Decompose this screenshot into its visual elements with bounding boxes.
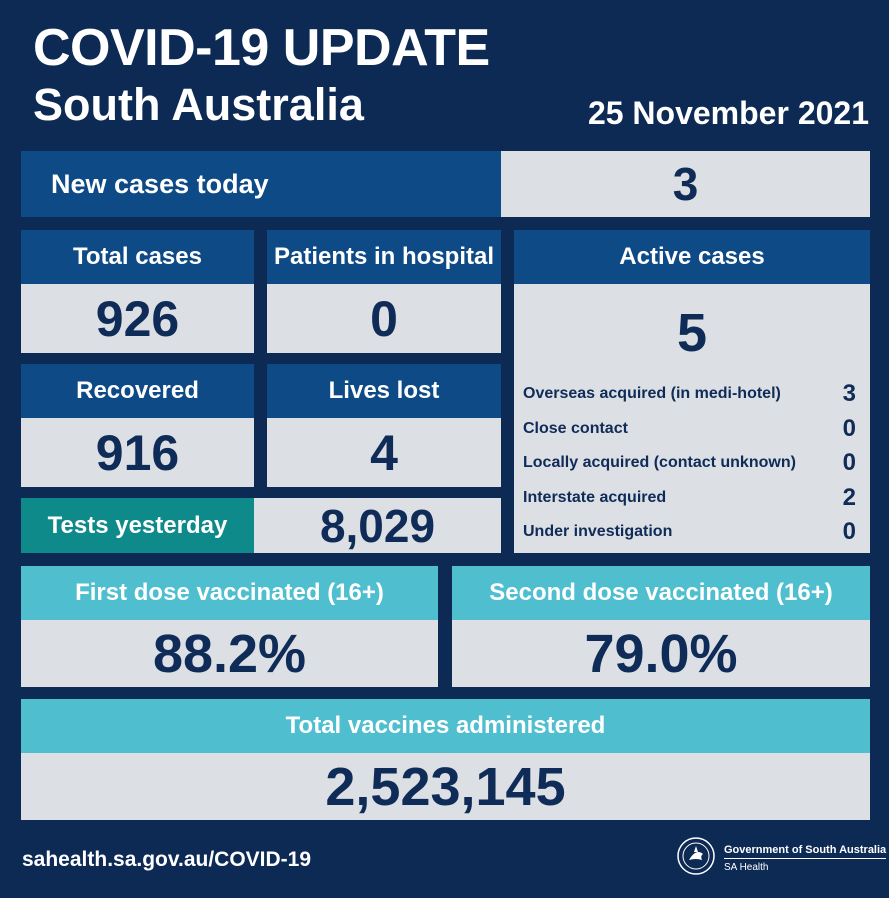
page-title: COVID-19 UPDATE: [33, 19, 490, 77]
active-cases-panel: [514, 284, 870, 553]
total-vaccines-header: [21, 699, 870, 753]
breakdown-value: 2: [842, 484, 856, 511]
breakdown-label: Locally acquired (contact unknown): [523, 454, 796, 471]
breakdown-value: 3: [842, 380, 856, 407]
south-australia-crest-icon: [676, 836, 716, 881]
hospital-label: Patients in hospital: [273, 243, 495, 270]
new-cases-label: New cases today: [51, 168, 269, 199]
breakdown-value: 0: [842, 449, 856, 476]
recovered-panel: [21, 418, 254, 487]
second-dose-label: Second dose vaccinated (16+): [489, 579, 833, 606]
hospital-header: [267, 230, 501, 284]
active-breakdown-row: [523, 379, 856, 409]
lives-lost-label: Lives lost: [328, 377, 440, 404]
new-cases-label-panel: [21, 151, 501, 217]
second-dose-header: [452, 566, 870, 620]
second-dose-panel: [452, 620, 870, 687]
page-subtitle: South Australia: [33, 79, 364, 130]
recovered-header: [21, 364, 254, 418]
footer-url[interactable]: sahealth.sa.gov.au/COVID-19: [22, 848, 312, 871]
recovered-value: 916: [95, 424, 180, 481]
second-dose-value: 79.0%: [584, 623, 738, 684]
total-cases-label: Total cases: [73, 243, 202, 270]
active-cases-value: 5: [676, 303, 708, 363]
first-dose-label: First dose vaccinated (16+): [75, 579, 384, 606]
total-vaccines-value: 2,523,145: [325, 756, 566, 817]
breakdown-label: Under investigation: [523, 523, 673, 540]
total-vaccines-label: Total vaccines administered: [285, 712, 606, 739]
tests-header: [21, 498, 254, 553]
active-breakdown-row: [523, 414, 856, 444]
tests-label: Tests yesterday: [47, 511, 228, 539]
new-cases-value-panel: [501, 151, 870, 217]
active-breakdown-row: [523, 517, 856, 547]
breakdown-value: 0: [842, 415, 856, 442]
active-cases-header: [514, 230, 870, 284]
total-cases-header: [21, 230, 254, 284]
recovered-label: Recovered: [76, 377, 199, 404]
government-name: Government of South Australia: [724, 844, 886, 859]
lives-lost-panel: [267, 418, 501, 487]
first-dose-panel: [21, 620, 438, 687]
tests-panel: [254, 498, 501, 553]
department-name: SA Health: [724, 862, 769, 873]
first-dose-header: [21, 566, 438, 620]
report-date: 25 November 2021: [587, 95, 869, 131]
breakdown-value: 0: [842, 518, 856, 545]
active-breakdown-row: [523, 483, 856, 513]
breakdown-label: Overseas acquired (in medi-hotel): [523, 385, 781, 402]
active-cases-label: Active cases: [619, 243, 765, 270]
lives-lost-value: 4: [370, 424, 398, 481]
total-cases-value: 926: [95, 290, 180, 347]
total-cases-panel: [21, 284, 254, 353]
breakdown-label: Close contact: [523, 420, 628, 437]
active-breakdown-row: [523, 448, 856, 478]
tests-value: 8,029: [319, 499, 436, 552]
total-vaccines-panel: [21, 753, 870, 820]
government-text: [724, 844, 886, 873]
breakdown-label: Interstate acquired: [523, 489, 667, 506]
lives-lost-header: [267, 364, 501, 418]
hospital-panel: [267, 284, 501, 353]
new-cases-value: 3: [672, 158, 699, 210]
hospital-value: 0: [370, 290, 398, 347]
government-logo: [676, 836, 886, 881]
first-dose-value: 88.2%: [152, 623, 307, 684]
